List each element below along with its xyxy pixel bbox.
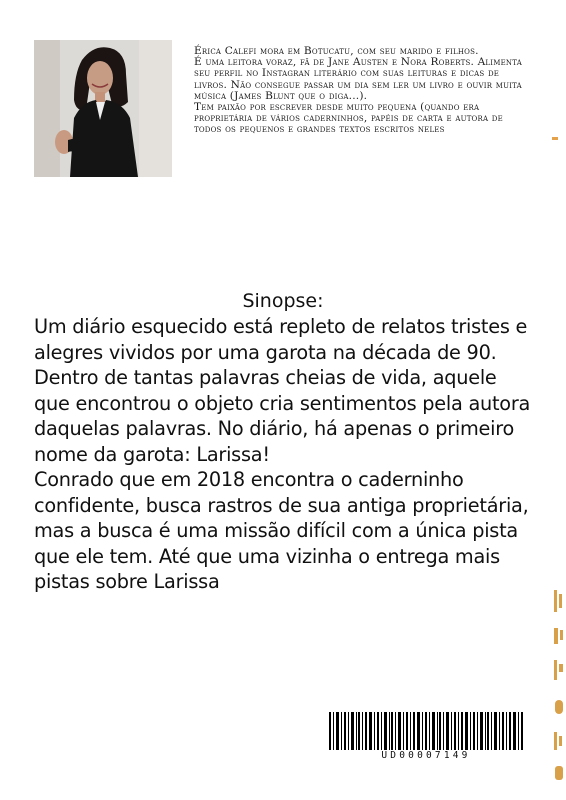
barcode-number: UD00007149 (381, 750, 471, 761)
author-portrait-icon (34, 40, 172, 177)
spine-edge-mark (552, 137, 558, 140)
synopsis-paragraph: Conrado que em 2018 encontra o caderninho confidente, busca rastros de sua antiga proprietária, mas a busca é uma missão difícil com a única pista que ele tem. Até que uma vizinha o entrega mais pistas sobre Larissa (34, 468, 529, 593)
synopsis-paragraph: Um diário esquecido está repleto de relatos tristes e alegres vividos por uma garota na década de 90. Dentro de tantas palavras cheias de vida, aquele que encontrou o objeto cria sentimentos pela autora daquelas palavras. No diário, há apenas o primeiro nome da garota: Larissa! (34, 315, 531, 466)
author-photo (34, 40, 172, 177)
barcode (327, 712, 525, 764)
bio-line: É uma leitora voraz, fã de Jane Austen e Nora Roberts. Alimenta seu perfil no Instagran literário com suas leituras e dicas de livros. Não consegue passar um dia sem ler um livro e ouvir muita música (James Blunt que o diga...). (194, 56, 522, 102)
bio-line: Érica Calefi mora em Botucatu, com seu marido e filhos. (194, 45, 479, 57)
spine-lettering-icon (552, 560, 566, 800)
barcode-bars-icon (327, 712, 525, 750)
synopsis-text (34, 314, 534, 595)
bio-line: Tem paixão por escrever desde muito pequena (quando era proprietária de vários caderninhos, papéis de carta e autora de todos os pequenos e grandes textos escritos neles (194, 101, 503, 136)
author-bio (194, 46, 524, 136)
synopsis-heading: Sinopse: (242, 290, 324, 312)
